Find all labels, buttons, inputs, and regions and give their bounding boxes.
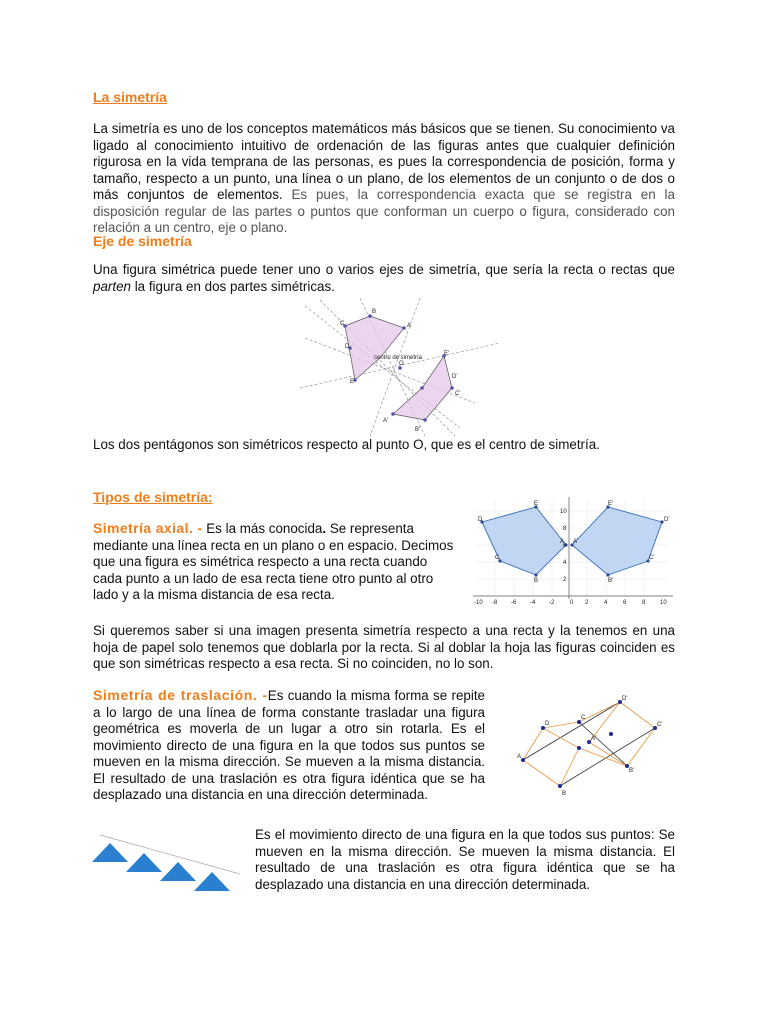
axial-label-a-prime: A': [573, 539, 579, 545]
tipos-heading: Tipos de simetría:: [93, 489, 213, 505]
axial-label-d-prime: D': [664, 517, 670, 523]
translation-label-b: B: [562, 791, 567, 797]
intro-text-part1: La simetría es uno de los conceptos matemáticos más básicos que se tienen. Su conocimiento va ligado al conocimiento intuitivo de ordenación de las figuras antes que cualquier definición rigurosa en la vida temprana de las personas, es pues la correspondencia de posición, forma y tamaño, respecto a un punto, una línea o un plano, de los elementos de un conjunto o de dos o más conjuntos de elementos.: [93, 121, 675, 202]
x-tick-label: 2: [585, 600, 589, 606]
y-tick-label: 4: [563, 560, 567, 566]
axial-text-dot: .: [322, 521, 327, 536]
pentagon-original: [345, 316, 404, 380]
intro-text-part2: Es pues, la correspondencia exacta que se registra en la disposición regular de las partes o puntos que conforman un cuerpo o figura, considerado con relación a un centro, eje o plano.: [93, 187, 675, 235]
label-d-prime: D': [452, 374, 458, 380]
triangle-4: [194, 872, 230, 891]
translation-label-c: C: [581, 715, 586, 721]
translation-label-b-prime: B': [629, 768, 635, 774]
label-b: B: [372, 309, 377, 315]
axial-label-a: A: [560, 539, 565, 545]
x-tick-label: -6: [511, 600, 517, 606]
pentagon-symmetry-figure: [300, 298, 505, 438]
x-tick-label: -4: [530, 600, 536, 606]
axial-label-b: B: [534, 578, 539, 584]
triangles-illustration: [90, 826, 245, 896]
triangle-1: [92, 843, 128, 862]
translation-direction-line: [100, 835, 240, 874]
traslacion-text: Es cuando la misma forma se repite a lo largo de una línea de forma constante trasladar una figura geométrica es moverla de un lugar a otro sin rotarla. Es el movimiento directo de una figura en la que todos sus puntos se mueven en la misma dirección. Se mueven a la misma distancia. El resultado de una traslación es otra figura idéntica que se ha desplazado una distancia en una dirección determinada.: [93, 688, 485, 802]
label-d: D: [345, 344, 350, 350]
final-paragraph: Es el movimiento directo de una figura en la que todos sus puntos: Se mueven en la misma dirección. Se mueven la misma distancia. El resultado de una traslación es otra figura idéntica que se ha desplazado una distancia en una dirección determinada.: [255, 827, 675, 892]
page-title: La simetría: [93, 89, 167, 105]
center-label: centro de simetría: [374, 355, 423, 361]
x-tick-label: -2: [549, 600, 555, 606]
label-e: E: [350, 379, 355, 385]
eje-heading: Eje de simetría: [93, 233, 192, 249]
label-c: C: [340, 321, 345, 327]
x-tick-label: 8: [642, 600, 646, 606]
y-tick-label: 8: [563, 526, 567, 532]
label-a-prime: A': [383, 418, 389, 424]
eje-text-em: parten: [93, 278, 131, 294]
traslacion-paragraph: [93, 687, 485, 804]
translation-label-d: D: [545, 721, 550, 727]
translation-vertices: [521, 700, 657, 788]
axial-label-d: D: [478, 517, 483, 523]
label-e-prime: E': [444, 351, 450, 357]
y-tick-label: 6: [563, 543, 567, 549]
axial-text-a: Es la más conocida: [202, 521, 323, 536]
label-c-prime: C': [455, 391, 461, 397]
pentagon-caption: Los dos pentágonos son simétricos respecto al punto O, que es el centro de simetría.: [93, 437, 600, 452]
x-tick-label: 6: [623, 600, 627, 606]
x-tick-label: 0: [570, 600, 574, 606]
eje-text-a: Una figura simétrica puede tener uno o varios ejes de simetría, que sería la recta o rectas que: [93, 262, 675, 277]
eje-paragraph: [93, 262, 675, 295]
y-tick-label: 2: [563, 577, 567, 583]
axial-label-e-prime: E': [608, 501, 614, 507]
x-tick-label: -10: [474, 600, 483, 606]
axial-label-c: C: [495, 555, 500, 561]
y-tick-label: 10: [560, 509, 567, 515]
label-o: O: [399, 361, 404, 367]
traslacion-heading: Simetría de traslación. -: [93, 687, 268, 703]
axial-symmetry-figure: [468, 495, 676, 607]
triangle-3: [160, 862, 196, 881]
translation-label-c-prime: C': [657, 722, 663, 728]
x-tick-label: 4: [604, 600, 608, 606]
eje-text-b: la figura en dos partes simétricas.: [130, 278, 335, 294]
axial-label-b-prime: B': [608, 578, 614, 584]
axial-text-b: Se representa mediante una línea recta en un plano o en espacio. Decimos que una figura es simétrica respecto a una recta cuando cada punto a un lado de esa recta tiene otro punto al otro lado y a la misma distancia de esa recta.: [93, 521, 454, 602]
axial-heading: Simetría axial. -: [93, 520, 203, 536]
translation-label-a-prime: A': [591, 736, 597, 742]
axial-label-c-prime: C': [649, 555, 655, 561]
x-tick-label: 10: [660, 600, 667, 606]
axial-paragraph-2: Si queremos saber si una imagen presenta simetría respecto a una recta y la tenemos en una hoja de papel solo tenemos que doblarla por la recta. Si al doblar la hoja las figuras coinciden es que son simétricas respecto a esa recta. Si no coinciden, no lo son.: [93, 623, 675, 671]
translation-label-a: A: [517, 754, 522, 760]
label-a: A: [407, 323, 412, 329]
label-b-prime: B': [415, 427, 421, 433]
triangle-2: [126, 853, 162, 872]
translation-figure: [505, 688, 675, 800]
intro-paragraph: [93, 121, 675, 237]
axial-paragraph: [93, 520, 458, 604]
x-tick-label: -8: [492, 600, 498, 606]
translation-label-d-prime: D': [622, 696, 628, 702]
axial-label-e: E: [534, 501, 539, 507]
